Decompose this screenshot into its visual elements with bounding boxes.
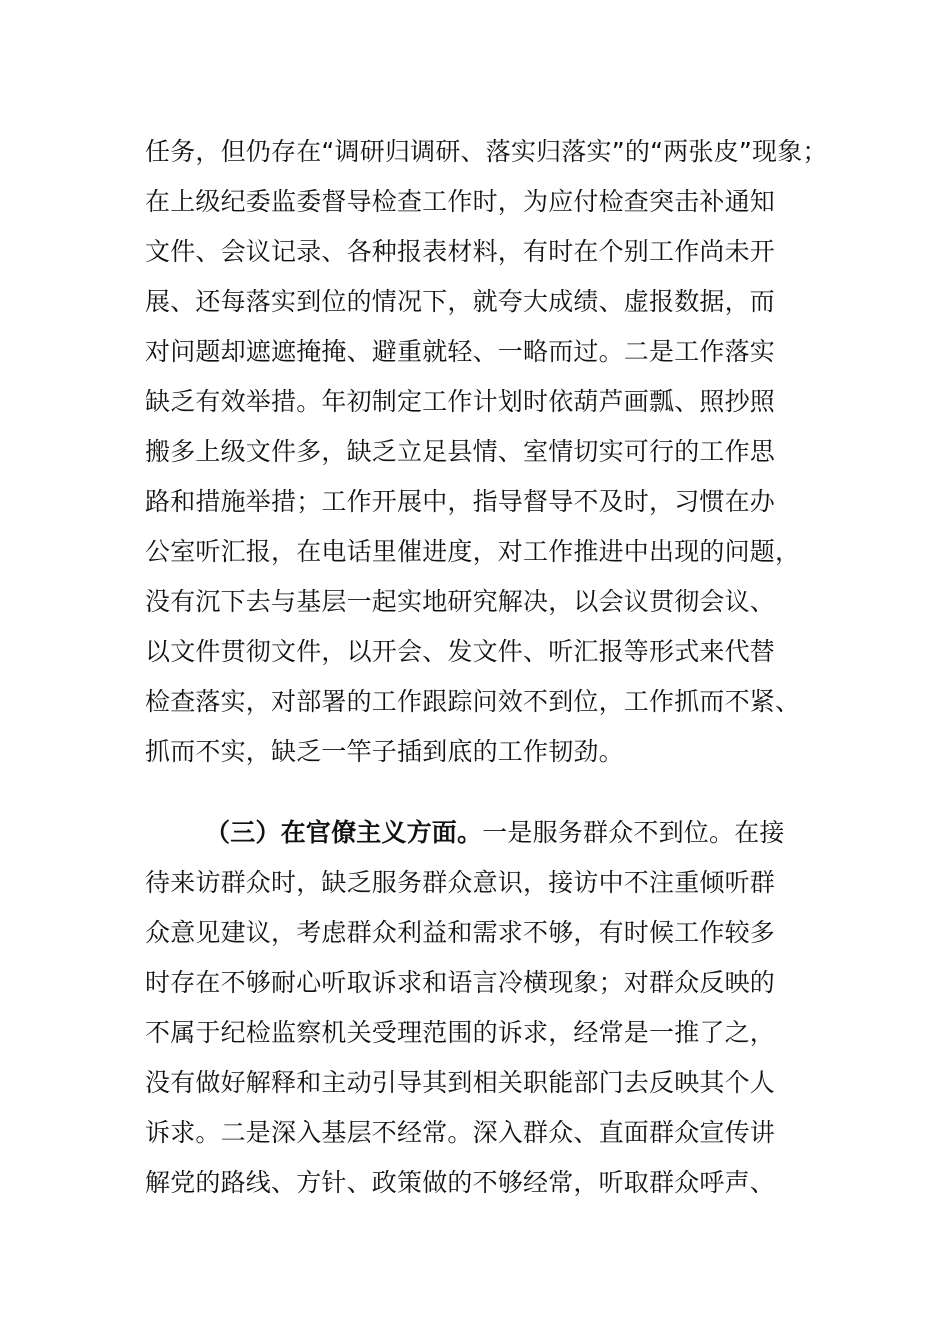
paragraph-line: 路和措施举措；工作开展中，指导督导不及时，习惯在办 (145, 487, 776, 516)
paragraph-line: 公室听汇报，在电话里催进度，对工作推进中出现的问题， (145, 537, 801, 566)
paragraph-line: 对问题却遮遮掩掩、避重就轻、一略而过。二是工作落实 (145, 337, 776, 366)
paragraph-line: 展、还每落实到位的情况下，就夸大成绩、虚报数据，而 (145, 287, 776, 316)
paragraph-line: 以文件贯彻文件，以开会、发文件、听汇报等形式来代替 (145, 637, 776, 666)
section-heading-line (205, 808, 785, 858)
paragraph-line: 搬多上级文件多，缺乏立足县情、室情切实可行的工作思 (145, 437, 776, 466)
paragraph-line: 解党的路线、方针、政策做的不够经常，听取群众呼声、 (145, 1168, 776, 1197)
paragraph-line: 抓而不实，缺乏一竿子插到底的工作韧劲。 (145, 737, 624, 766)
section-heading: （三）在官僚主义方面。 (205, 818, 483, 847)
paragraph-line: 时存在不够耐心听取诉求和语言冷横现象；对群众反映的 (145, 968, 776, 997)
paragraph-line: 缺乏有效举措。年初制定工作计划时依葫芦画瓢、照抄照 (145, 387, 776, 416)
paragraph-line: 不属于纪检监察机关受理范围的诉求，经常是一推了之， (145, 1018, 776, 1047)
paragraph-line: 任务，但仍存在“调研归调研、落实归落实”的“两张皮”现象； (145, 137, 828, 166)
paragraph-line: 检查落实，对部署的工作跟踪问效不到位，工作抓而不紧、 (145, 687, 801, 716)
section-heading-rest: 一是服务群众不到位。在接 (482, 818, 785, 847)
paragraph-line: 没有做好解释和主动引导其到相关职能部门去反映其个人 (145, 1068, 776, 1097)
paragraph-line: 文件、会议记录、各种报表材料，有时在个别工作尚未开 (145, 237, 776, 266)
paragraph-line: 待来访群众时，缺乏服务群众意识，接访中不注重倾听群 (145, 868, 776, 897)
paragraph-line: 在上级纪委监委督导检查工作时，为应付检查突击补通知 (145, 187, 776, 216)
paragraph-line: 众意见建议，考虑群众利益和需求不够，有时候工作较多 (145, 918, 776, 947)
paragraph-line: 没有沉下去与基层一起实地研究解决，以会议贯彻会议、 (145, 587, 776, 616)
paragraph-line: 诉求。二是深入基层不经常。深入群众、直面群众宣传讲 (145, 1118, 776, 1147)
